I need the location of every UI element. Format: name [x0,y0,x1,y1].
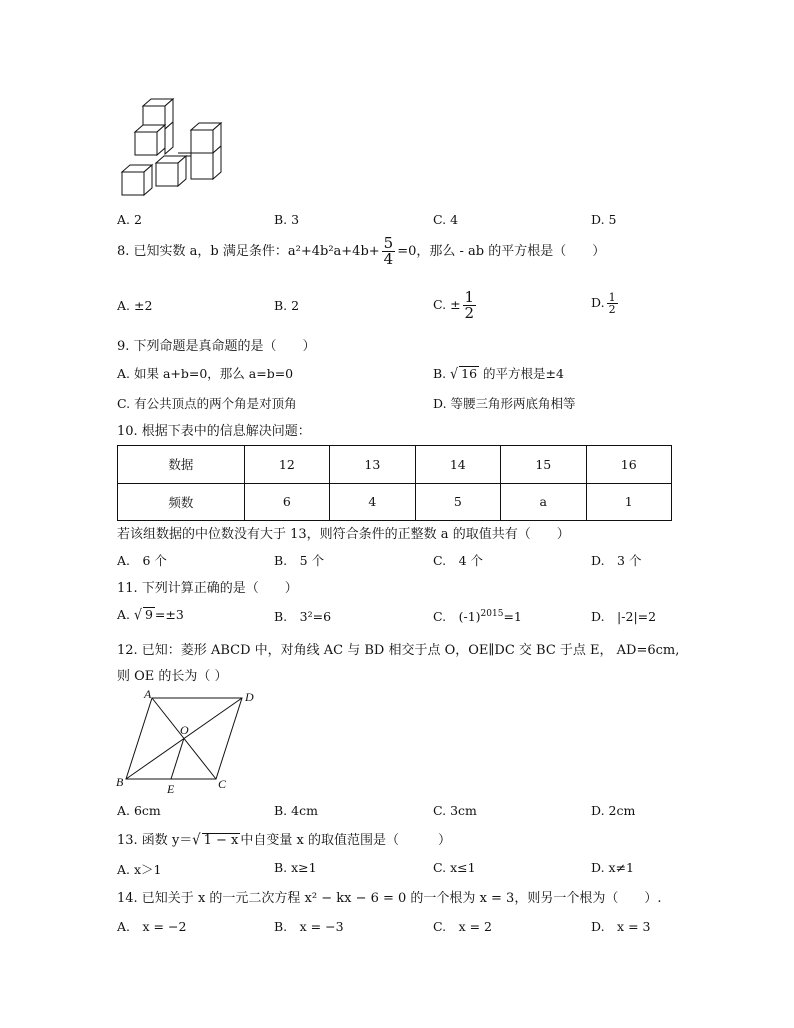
q8-option-b[interactable]: B. 2 [274,298,300,313]
table-cell: 频数 [118,483,245,521]
table-cell: 6 [244,483,329,521]
q11-option-c[interactable] [433,607,522,625]
q14-option-d[interactable]: D. x = 3 [591,919,651,934]
q10-option-a[interactable]: A. 6 个 [117,553,167,568]
q11-option-a-prefix: A. [117,607,131,622]
q13-option-b[interactable]: B. x≥1 [274,860,317,875]
q11-option-a[interactable] [117,607,184,622]
q10-note: 若该组数据的中位数没有大于 13，则符合条件的正整数 a 的取值共有（ ） [117,527,570,542]
q8-option-d[interactable] [591,292,620,315]
table-cell: 4 [330,483,415,521]
sqrt-symbol: √ [450,364,459,383]
q11-option-d[interactable]: D. |-2|=2 [591,609,657,624]
q13-stem-suffix: 中自变量 x 的取值范围是（ ） [240,833,451,848]
q8-option-d-fraction [607,292,618,315]
sqrt-symbol: √ [192,831,201,850]
q9-option-b-prefix: B. [433,366,447,381]
q8-stem [117,236,605,267]
q13-stem-prefix: 13. 函数 y＝ [117,833,193,848]
q11-option-b[interactable]: B. 3²=6 [274,609,332,624]
table-row [118,483,672,521]
q8-stem-suffix: =0，那么 - ab 的平方根是（ ） [397,244,606,259]
q14-option-a[interactable]: A. x = −2 [117,919,187,934]
sqrt-symbol: √ [134,605,142,624]
q8-option-c[interactable] [433,290,478,321]
q8-option-c-num: 1 [464,288,475,306]
q12-stem-line2: 则 OE 的长为（ ） [117,669,228,684]
rhombus-diagram [112,686,272,798]
q12-option-b[interactable]: B. 4cm [274,803,318,818]
segment-oe [171,738,184,779]
q13-stem [117,829,451,848]
q8-option-c-den: 2 [464,304,475,322]
q8-fraction [382,236,396,267]
label-b: B [116,775,124,789]
q8-option-d-den: 2 [608,303,616,316]
q8-option-d-prefix: D. [591,295,605,310]
table-cell: 数据 [118,446,245,484]
q14-stem: 14. 已知关于 x 的一元二次方程 x² − kx − 6 = 0 的一个根为 x = 3，则另一个根为（ ）. [117,891,662,906]
table-cell: 16 [586,446,671,484]
table-cell: 12 [244,446,329,484]
q11-option-c-suffix: =1 [503,609,522,624]
q7-option-a[interactable]: A. 2 [117,212,142,227]
q8-option-d-num: 1 [608,291,616,304]
q9-option-c[interactable]: C. 有公共顶点的两个角是对顶角 [117,396,297,411]
q12-stem-line1: 12. 已知：菱形 ABCD 中，对角线 AC 与 BD 相交于点 O，OE∥DC 交 BC 于点 E， AD=6cm, [117,643,680,658]
q8-option-c-fraction [463,290,477,321]
q9-option-b-radicand: 16 [461,366,478,381]
table-cell: 14 [415,446,500,484]
q9-option-a[interactable]: A. 如果 a+b=0，那么 a=b=0 [117,366,294,381]
label-a: A [144,687,152,701]
q11-stem: 11. 下列计算正确的是（ ） [117,581,298,596]
q14-option-c[interactable]: C. x = 2 [433,919,493,934]
cube-stack-figure [115,92,235,204]
q8-option-a[interactable]: A. ±2 [117,298,153,313]
q10-option-b[interactable]: B. 5 个 [274,553,325,568]
label-e: E [167,782,175,796]
q9-option-b-suffix: 的平方根是±4 [483,366,564,381]
q9-option-b[interactable] [433,364,564,382]
q8-option-c-prefix: C. ± [433,297,461,312]
label-c: C [218,777,227,791]
q11-option-c-exponent: 2015 [480,608,504,619]
table-cell: 1 [586,483,671,521]
q13-radicand: 1 − x [203,833,239,848]
q8-frac-num: 5 [383,234,394,252]
q10-option-c[interactable]: C. 4 个 [433,553,484,568]
q7-option-b[interactable]: B. 3 [274,212,300,227]
q13-option-a[interactable]: A. x＞1 [117,862,162,877]
label-d: D [245,690,254,704]
q12-option-c[interactable]: C. 3cm [433,803,477,818]
q13-option-c[interactable]: C. x≤1 [433,860,476,875]
q8-stem-prefix: 8. 已知实数 a，b 满足条件：a²+4b²a+4b+ [117,244,380,259]
table-cell: a [501,483,586,521]
table-row [118,446,672,484]
q7-option-c[interactable]: C. 4 [433,212,459,227]
q8-frac-den: 4 [383,250,394,268]
q9-option-d[interactable]: D. 等腰三角形两底角相等 [433,396,576,411]
table-cell: 5 [415,483,500,521]
q13-option-d[interactable]: D. x≠1 [591,860,634,875]
q11-option-a-suffix: =±3 [154,607,184,622]
table-cell: 13 [330,446,415,484]
q14-option-b[interactable]: B. x = −3 [274,919,344,934]
q7-option-d[interactable]: D. 5 [591,212,617,227]
label-o: O [180,723,189,737]
frequency-table [117,445,672,521]
q12-option-a[interactable]: A. 6cm [117,803,161,818]
q10-stem: 10. 根据下表中的信息解决问题： [117,424,311,439]
q11-option-c-prefix: C. (-1) [433,609,481,624]
table-cell: 15 [501,446,586,484]
q9-stem: 9. 下列命题是真命题的是（ ） [117,339,316,354]
q10-option-d[interactable]: D. 3 个 [591,553,642,568]
q12-option-d[interactable]: D. 2cm [591,803,636,818]
q11-option-a-radicand: 9 [144,607,153,622]
